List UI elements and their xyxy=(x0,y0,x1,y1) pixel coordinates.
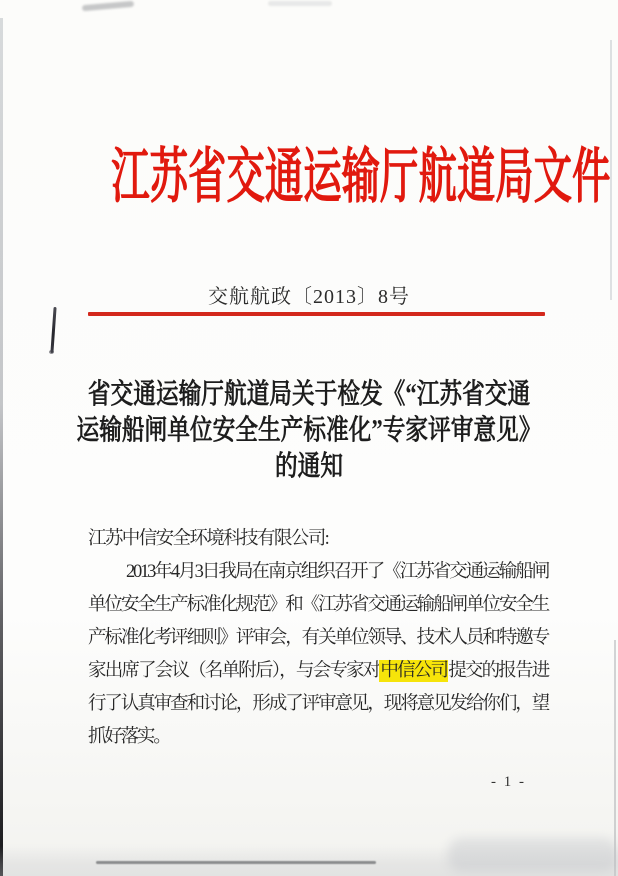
red-divider-rule xyxy=(88,312,545,316)
scan-right-edge-line xyxy=(614,640,616,876)
page-number: - 1 - xyxy=(491,774,526,790)
salutation: 江苏中信安全环境科技有限公司: xyxy=(88,529,329,549)
highlighted-company-name: 中信公司 xyxy=(380,661,448,681)
scan-smudge-artifact xyxy=(268,1,332,6)
paragraph-line: 抓好落实。 xyxy=(88,727,170,747)
pen-mark-artifact xyxy=(49,350,54,354)
paragraph-line: 行了认真审查和讨论，形成了评审意见，现将意见发给你们，望 xyxy=(88,694,548,714)
paragraph-line: 产标准化考评细则》评审会，有关单位领导、技术人员和特邀专 xyxy=(88,628,548,648)
notice-title-line: 省交通运输厅航道局关于检发《“江苏省交通 xyxy=(87,379,531,410)
paragraph-text: 家出席了会议（名单附后），与会专家对 xyxy=(88,661,380,681)
scan-left-edge-shadow xyxy=(0,18,3,876)
notice-title xyxy=(59,377,560,485)
paragraph-line xyxy=(88,655,548,688)
body-text xyxy=(88,523,548,754)
paragraph-text: 提交的报告进 xyxy=(448,661,548,681)
masthead-title: 江苏省交通运输厅航道局文件 xyxy=(111,144,611,210)
paragraph-line: 单位安全生产标准化规范》和《江苏省交通运输船闸单位安全生 xyxy=(88,595,548,615)
notice-title-line: 运输船闸单位安全生产标准化”专家评审意见》 xyxy=(76,415,542,446)
scan-bottom-line xyxy=(96,861,376,864)
document-number: 交航航政〔2013〕8号 xyxy=(208,286,410,308)
notice-title-line: 的通知 xyxy=(274,451,344,482)
scan-bottom-smudge xyxy=(448,838,618,872)
paragraph-line: 2013年4月3日我局在南京组织召开了《江苏省交通运输船闸 xyxy=(126,562,548,582)
